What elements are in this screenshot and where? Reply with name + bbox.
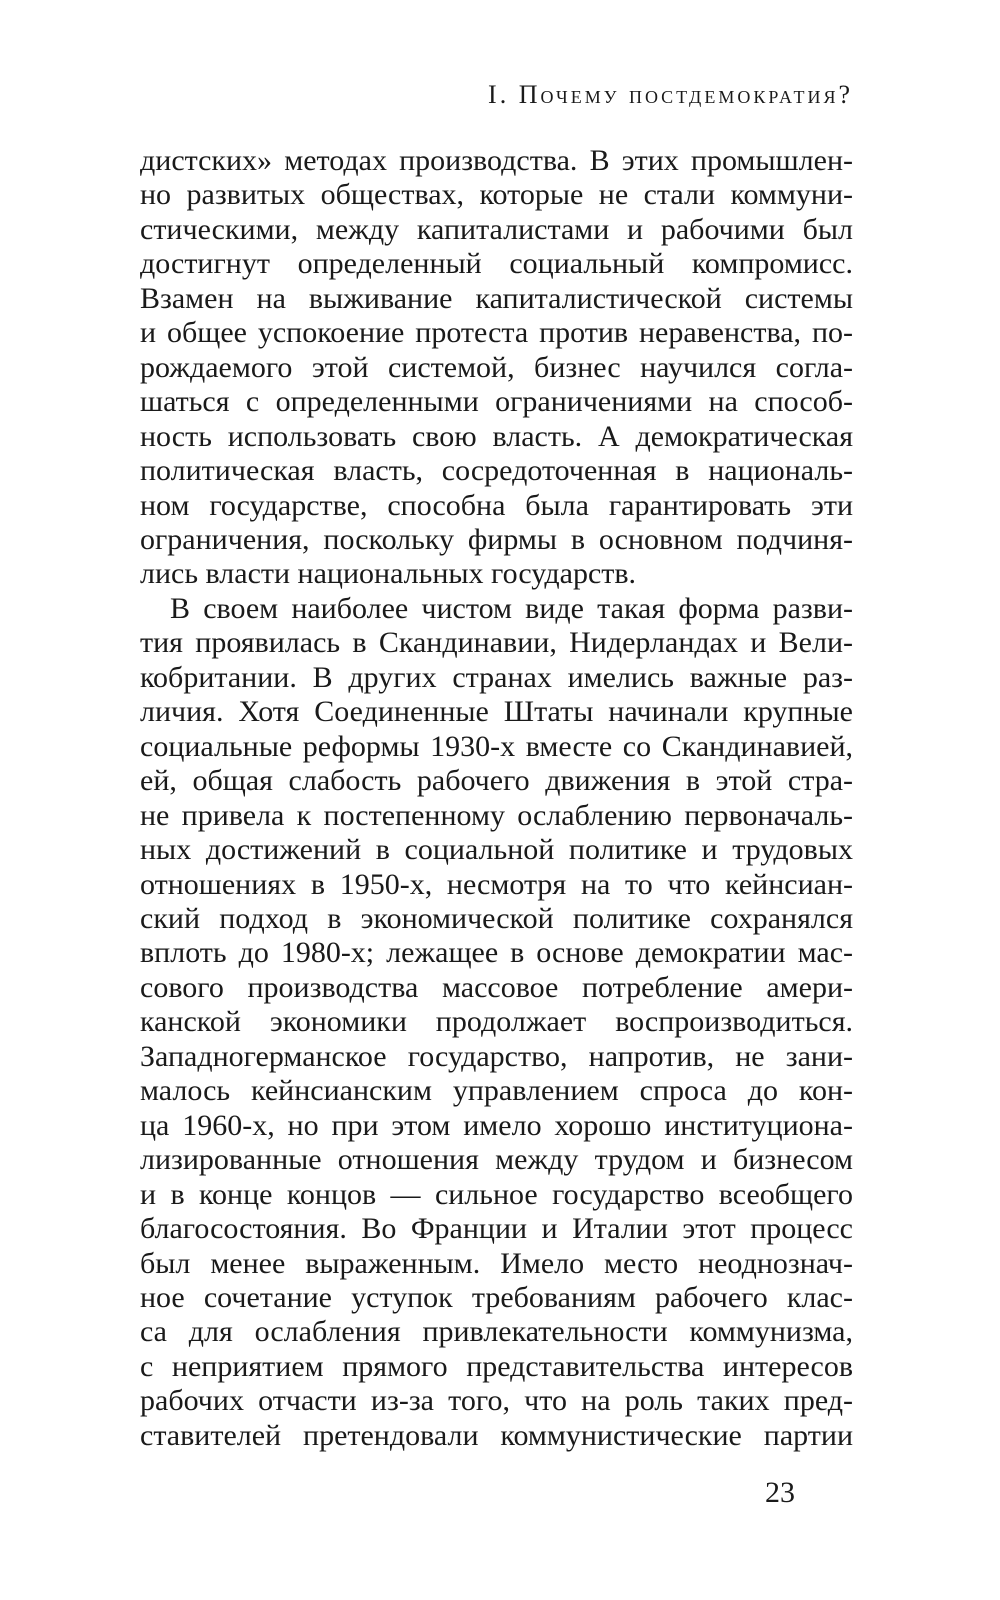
text-line: ность использовать свою власть. А демократическая [140,419,853,453]
text-line: и в конце концов — сильное государство всеобщего [140,1177,853,1211]
text-line: благосостояния. Во Франции и Италии этот процесс [140,1212,853,1246]
text-line: и общее успокоение протеста против неравенства, по- [140,316,853,350]
text-line: ных достижений в социальной политике и трудовых [140,833,853,867]
text-line: ограничения, поскольку фирмы в основном подчиня- [140,522,853,556]
text-line: рождаемого этой системой, бизнес научился согла- [140,350,853,384]
paragraph-first-line: В своем наиболее чистом виде такая форма разви- [170,591,853,625]
running-head: I. Почему постдемократия? [488,80,853,109]
text-line: са для ослабления привлекательности коммунизма, [140,1315,853,1349]
body-text [140,144,853,1453]
text-line: был менее выраженным. Имело место неоднознач- [140,1246,853,1280]
text-line: дистских» методах производства. В этих промышлен- [140,144,853,177]
text-line: рабочих отчасти из-за того, что на роль таких пред- [140,1384,853,1418]
text-line: тия проявилась в Скандинавии, Нидерландах и Вели- [140,626,853,660]
text-line: ном государстве, способна была гарантировать эти [140,488,853,522]
text-line: Западногерманское государство, напротив, не зани- [140,1039,853,1073]
text-line: ей, общая слабость рабочего движения в этой стра- [140,764,853,798]
text-line: не привела к постепенному ослаблению первоначаль- [140,798,853,832]
text-line: кобритании. В других странах имелись важные раз- [140,660,853,694]
text-line: шаться с определенными ограничениями на способ- [140,385,853,419]
text-line: но развитых обществах, которые не стали коммуни- [140,178,853,212]
text-line: достигнут определенный социальный компромисс. [140,247,853,281]
text-line: политическая власть, сосредоточенная в националь- [140,454,853,488]
text-line: ное сочетание уступок требованиям рабочего клас- [140,1280,853,1314]
text-line: стическими, между капиталистами и рабочими был [140,212,853,246]
text-line: отношениях в 1950-х, несмотря на то что кейнсиан- [140,867,853,901]
text-line: личия. Хотя Соединенные Штаты начинали крупные [140,695,853,729]
text-line: сового производства массовое потребление амери- [140,970,853,1004]
text-line: канской экономики продолжает воспроизводиться. [140,1005,853,1039]
text-line: малось кейнсианским управлением спроса до кон- [140,1074,853,1108]
text-line: ский подход в экономической политике сохранялся [140,901,853,935]
text-line: Взамен на выживание капиталистической системы [140,281,853,315]
text-line: социальные реформы 1930-х вместе со Скандинавией, [140,729,853,763]
text-line: лизированные отношения между трудом и бизнесом [140,1143,853,1177]
text-line: ца 1960-х, но при этом имело хорошо институциона- [140,1108,853,1142]
paragraph-end-line: лись власти национальных государств. [140,557,637,591]
text-line: ставителей претендовали коммунистические партии [140,1418,853,1452]
text-line: вплоть до 1980-х; лежащее в основе демократии мас- [140,936,853,970]
text-line: с неприятием прямого представительства интересов [140,1349,853,1383]
page-number: 23 [765,1476,795,1509]
